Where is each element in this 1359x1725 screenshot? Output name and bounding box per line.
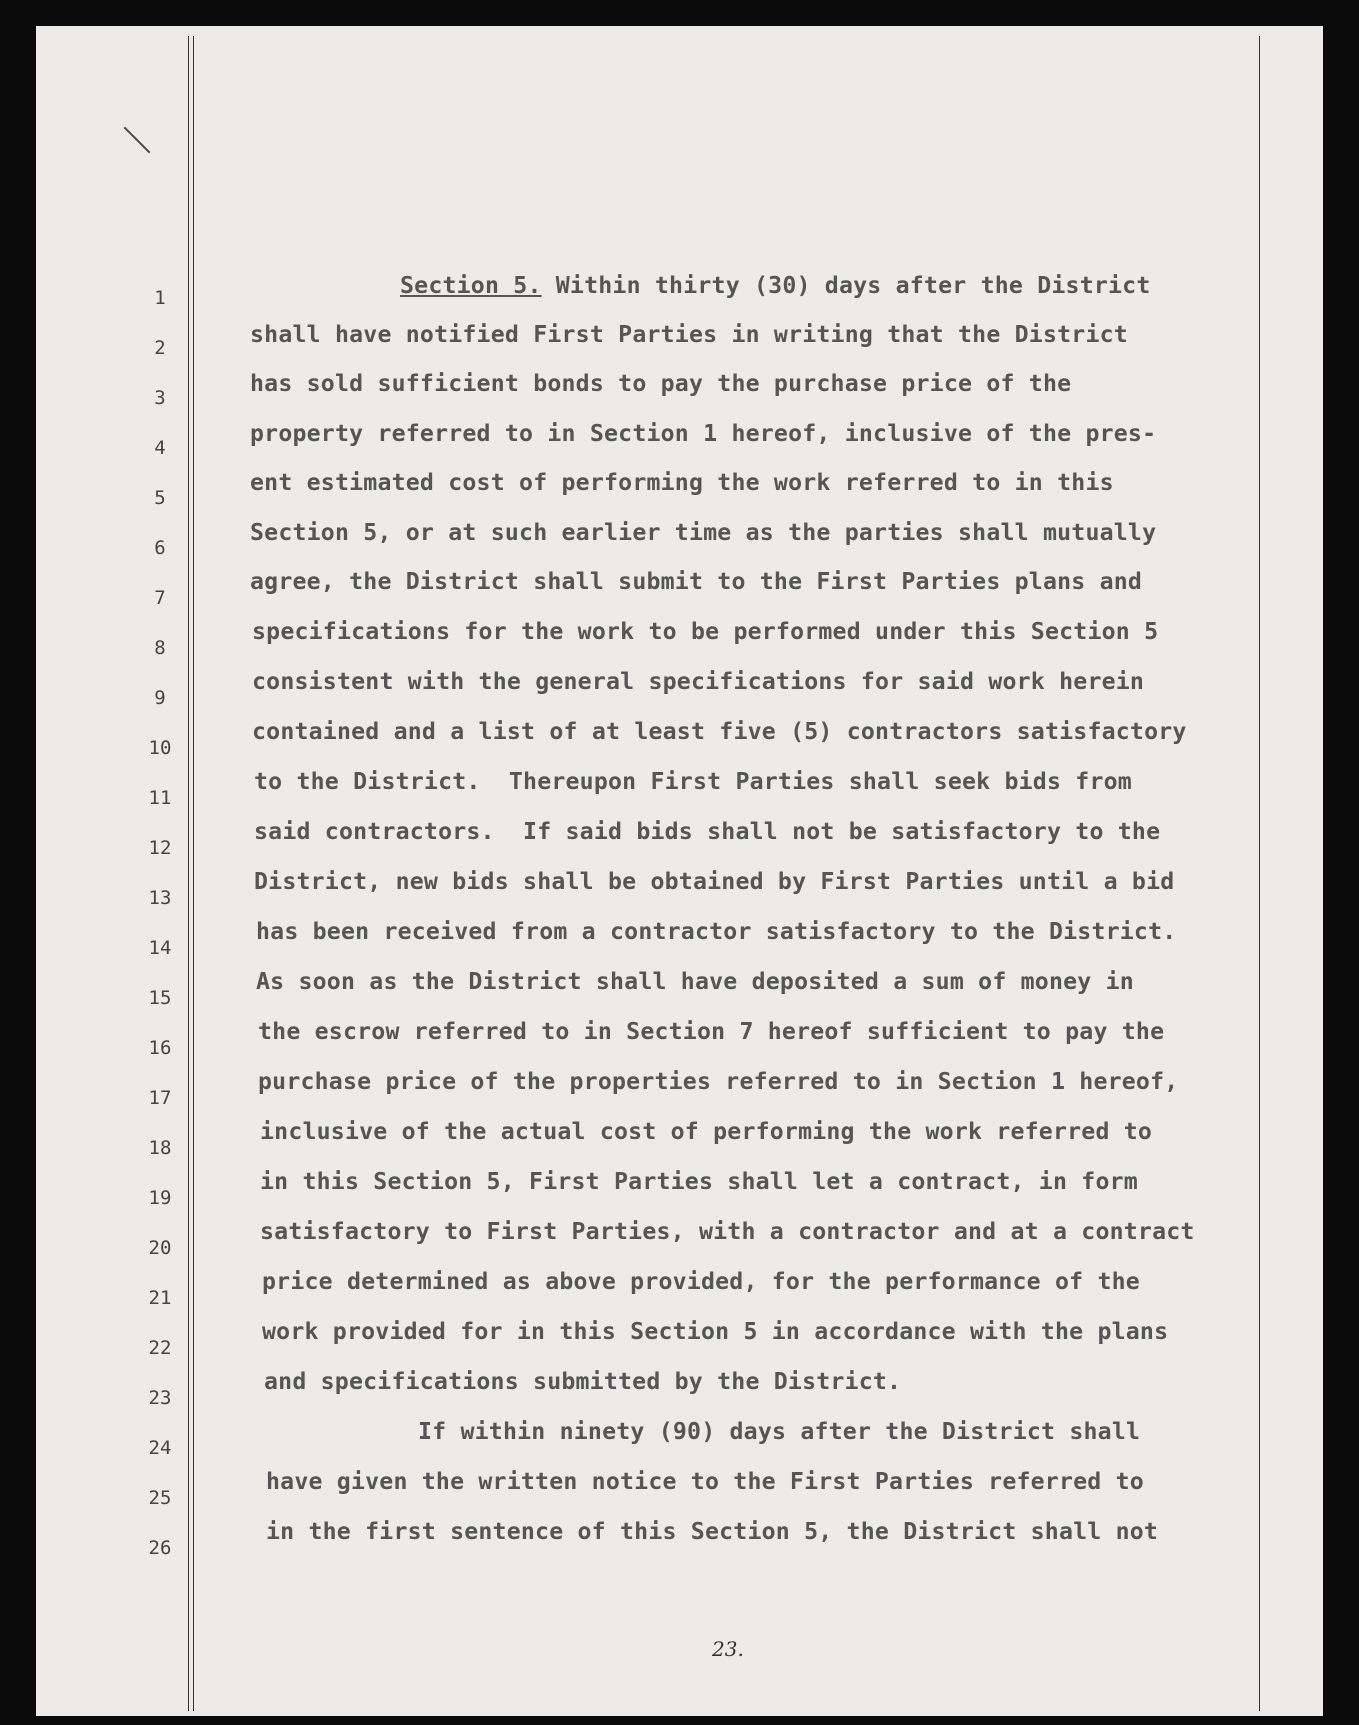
line-number: 24 <box>148 1437 172 1459</box>
right-margin-rule <box>1259 36 1260 1711</box>
text-line: purchase price of the properties referred to in Section 1 hereof, <box>258 1068 1179 1095</box>
text-line-1-content: Within thirty (30) days after the District <box>541 272 1151 299</box>
pen-tick-mark <box>124 127 151 154</box>
left-margin-rule-inner <box>193 36 194 1711</box>
line-number: 21 <box>148 1287 172 1309</box>
line-number: 26 <box>148 1537 172 1559</box>
text-line: shall have notified First Parties in writing that the District <box>250 321 1128 348</box>
line-number: 16 <box>148 1037 172 1059</box>
text-line: in the first sentence of this Section 5, the District shall not <box>266 1518 1159 1545</box>
line-number: 8 <box>154 637 166 659</box>
line-number: 13 <box>148 887 172 909</box>
text-line: District, new bids shall be obtained by First Parties until a bid <box>254 868 1175 895</box>
text-line: price determined as above provided, for the performance of the <box>262 1268 1140 1295</box>
line-number: 20 <box>148 1237 172 1259</box>
text-line: has sold sufficient bonds to pay the purchase price of the <box>250 370 1072 397</box>
line-number: 19 <box>148 1187 172 1209</box>
text-line: work provided for in this Section 5 in accordance with the plans <box>262 1318 1169 1345</box>
line-number: 22 <box>148 1337 172 1359</box>
line-number: 17 <box>148 1087 172 1109</box>
text-line: contained and a list of at least five (5) contractors satisfactory <box>252 718 1187 745</box>
text-line: have given the written notice to the First Parties referred to <box>266 1468 1144 1495</box>
line-number: 4 <box>154 437 166 459</box>
text-line: inclusive of the actual cost of performing the work referred to <box>260 1118 1153 1145</box>
text-line: As soon as the District shall have deposited a sum of money in <box>256 968 1134 995</box>
text-line: consistent with the general specifications for said work herein <box>252 668 1145 695</box>
line-number: 12 <box>148 837 172 859</box>
line-number: 10 <box>148 737 172 759</box>
text-line: has been received from a contractor satisfactory to the District. <box>256 918 1177 945</box>
line-number: 25 <box>148 1487 172 1509</box>
line-number: 2 <box>154 337 166 359</box>
line-number: 23 <box>148 1387 172 1409</box>
line-number: 15 <box>148 987 172 1009</box>
text-line: and specifications submitted by the District. <box>264 1368 902 1395</box>
line-number: 6 <box>154 537 166 559</box>
line-number: 3 <box>154 387 166 409</box>
text-line: to the District. Thereupon First Parties shall seek bids from <box>254 768 1132 795</box>
line-number: 7 <box>154 587 166 609</box>
line-number: 11 <box>148 787 172 809</box>
text-line: Section 5, or at such earlier time as the parties shall mutually <box>250 519 1157 546</box>
text-line: said contractors. If said bids shall not be satisfactory to the <box>254 818 1161 845</box>
text-line: If within ninety (90) days after the District shall <box>418 1418 1141 1445</box>
text-line: property referred to in Section 1 hereof, inclusive of the pres- <box>250 420 1157 447</box>
line-number: 18 <box>148 1137 172 1159</box>
section-heading: Section 5. <box>400 272 542 299</box>
line-number: 14 <box>148 937 172 959</box>
text-line-1 <box>400 272 1151 299</box>
page-number: 23. <box>712 1637 744 1661</box>
line-number: 1 <box>154 287 166 309</box>
text-line: in this Section 5, First Parties shall let a contract, in form <box>260 1168 1138 1195</box>
line-number: 5 <box>154 487 166 509</box>
text-line: satisfactory to First Parties, with a contractor and at a contract <box>260 1218 1195 1245</box>
text-line: ent estimated cost of performing the work referred to in this <box>250 469 1114 496</box>
text-line: the escrow referred to in Section 7 hereof sufficient to pay the <box>258 1018 1165 1045</box>
text-line: specifications for the work to be performed under this Section 5 <box>252 618 1159 645</box>
text-line: agree, the District shall submit to the First Parties plans and <box>250 568 1143 595</box>
line-number: 9 <box>154 687 166 709</box>
